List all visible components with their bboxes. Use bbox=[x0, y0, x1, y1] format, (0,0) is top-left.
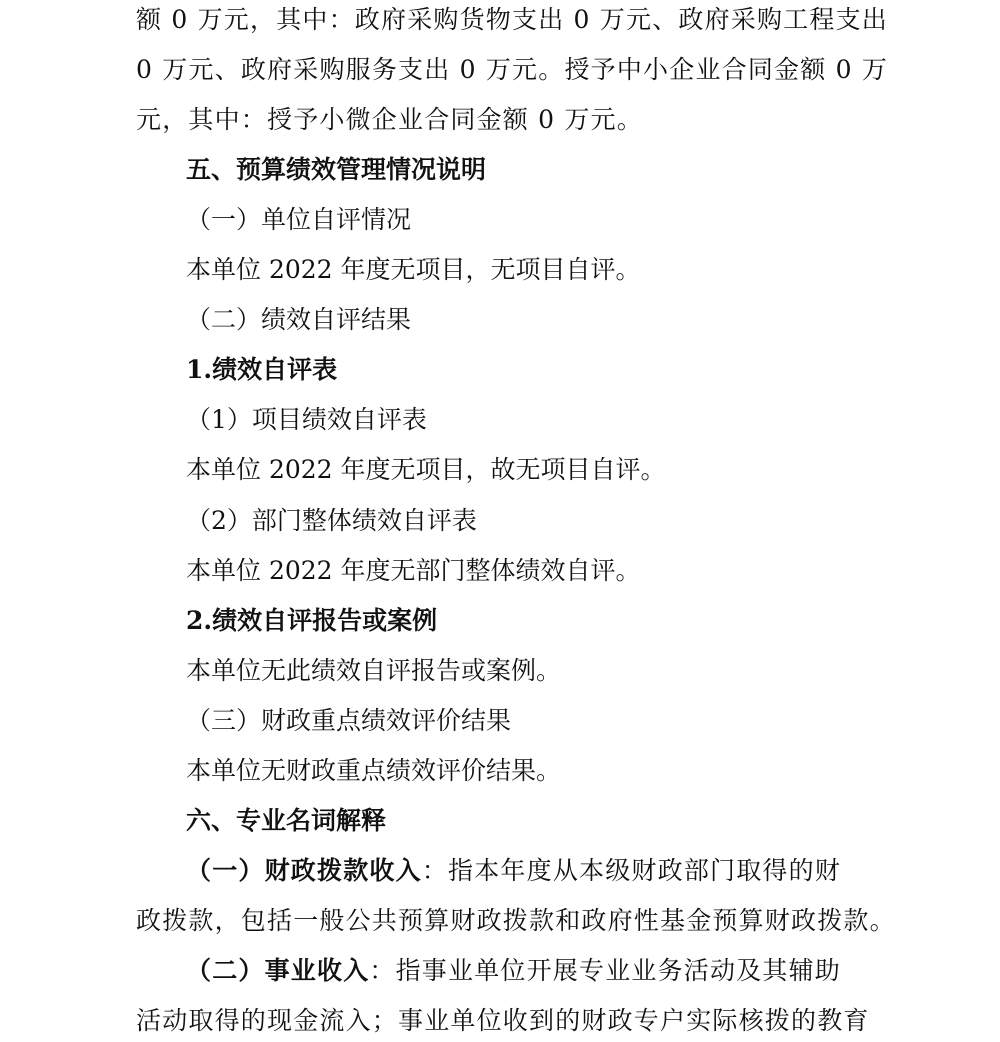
term-1-line-2: 政拨款，包括一般公共预算财政拨款和政府性基金预算财政拨款。 bbox=[136, 906, 896, 935]
section-5-sub3-heading: （三）财政重点绩效评价结果 bbox=[186, 706, 512, 735]
term-2-line-2: 活动取得的现金流入；事业单位收到的财政专户实际核拨的教育 bbox=[136, 1006, 870, 1035]
section-5-item2-text: 本单位无此绩效自评报告或案例。 bbox=[186, 656, 562, 685]
section-5-sub2-heading: （二）绩效自评结果 bbox=[186, 305, 412, 334]
intro-line-1: 额 0 万元，其中：政府采购货物支出 0 万元、政府采购工程支出 bbox=[136, 5, 889, 34]
intro-line-3: 元，其中：授予小微企业合同金额 0 万元。 bbox=[136, 105, 644, 134]
section-5-item1-sub1-text: 本单位 2022 年度无项目，故无项目自评。 bbox=[186, 455, 666, 484]
term-1-line-1 bbox=[186, 853, 841, 889]
term-2-label: （二）事业收入 bbox=[186, 956, 370, 985]
section-5-sub1-text: 本单位 2022 年度无项目，无项目自评。 bbox=[186, 255, 641, 284]
section-5-sub1-heading: （一）单位自评情况 bbox=[186, 205, 412, 234]
section-5-sub3-text: 本单位无财政重点绩效评价结果。 bbox=[186, 756, 562, 785]
section-5-item1-sub1: （1）项目绩效自评表 bbox=[186, 405, 427, 434]
section-5-heading: 五、预算绩效管理情况说明 bbox=[186, 155, 487, 184]
section-5-item1-sub2: （2）部门整体绩效自评表 bbox=[186, 506, 477, 535]
section-5-item1-heading: 1.绩效自评表 bbox=[186, 355, 338, 384]
term-1-definition-start: ：指本年度从本级财政部门取得的财 bbox=[421, 856, 842, 885]
intro-line-2: 0 万元、政府采购服务支出 0 万元。授予中小企业合同金额 0 万 bbox=[136, 55, 889, 84]
section-5-item2-heading: 2.绩效自评报告或案例 bbox=[186, 606, 438, 635]
term-1-label: （一）财政拨款收入 bbox=[186, 856, 422, 885]
section-5-item1-sub2-text: 本单位 2022 年度无部门整体绩效自评。 bbox=[186, 556, 641, 585]
section-6-heading: 六、专业名词解释 bbox=[186, 806, 387, 835]
term-2-definition-start: ：指事业单位开展专业业务活动及其辅助 bbox=[369, 956, 842, 985]
term-2-line-1 bbox=[186, 953, 841, 989]
